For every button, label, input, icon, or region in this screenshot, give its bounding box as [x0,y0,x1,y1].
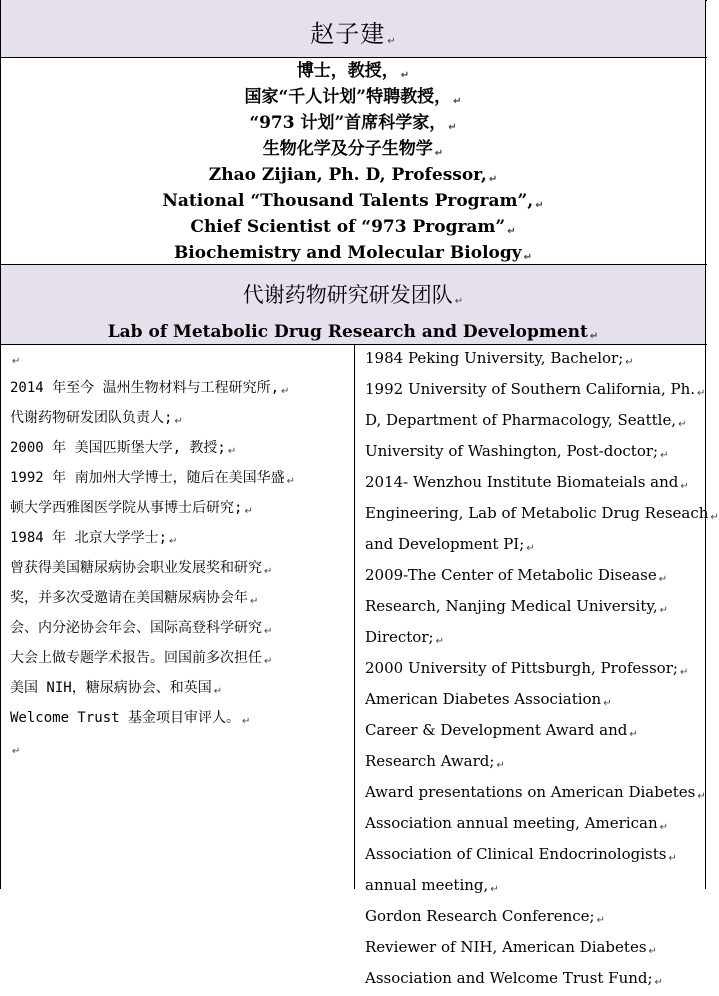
bio-line: Welcome Trust 基金项目审评人。 ↵ [10,710,251,727]
paragraph-mark: ↵ [648,946,657,957]
biography-chinese [10,345,352,765]
title-line: “973 计划”首席科学家， ↵ [249,113,457,133]
title-line: 生物化学及分子生物学 ↵ [262,139,444,159]
paragraph-mark: ↵ [434,148,444,159]
paragraph-mark: ↵ [244,506,253,517]
paragraph-mark: ↵ [496,760,505,771]
bio-line: 会、内分泌协会年会、国际高登科学研究 ↵ [10,620,273,637]
paragraph-mark: ↵ [659,605,668,616]
paragraph-mark: ↵ [448,122,457,133]
paragraph-mark: ↵ [596,915,605,926]
paragraph-mark: ↵ [710,512,719,523]
person-name: 赵子建 [310,20,386,48]
paragraph-mark: ↵ [523,252,533,263]
bio-line: Engineering, Lab of Metabolic Drug Reseach ↵ [365,504,719,523]
paragraph-mark: ↵ [264,656,273,667]
bio-line [10,345,352,375]
bio-line: 曾获得美国糖尿病协会职业发展奖和研究 ↵ [10,560,273,577]
paragraph-mark: ↵ [12,356,21,367]
paragraph-mark: ↵ [654,977,663,988]
bio-line [10,735,352,765]
bio-line: 大会上做专题学术报告。回国前多次担任 ↵ [10,650,273,667]
bio-line: Award presentations on American Diabetes ↵ [365,783,706,802]
bio-line: 顿大学西雅图医学院从事博士后研究; ↵ [10,500,253,517]
bio-line: 2009-The Center of Metabolic Disease ↵ [365,566,668,585]
paragraph-mark: ↵ [697,388,706,399]
bio-line: Association of Clinical Endocrinologists ↵ [365,845,677,864]
paragraph-mark: ↵ [400,70,410,81]
title-line: Biochemistry and Molecular Biology ↵ [173,243,533,263]
paragraph-mark: ↵ [387,36,396,47]
bio-line: Gordon Research Conference; ↵ [365,907,605,926]
paragraph-mark: ↵ [435,636,444,647]
paragraph-mark: ↵ [659,822,669,833]
paragraph-mark: ↵ [660,450,669,461]
bio-line: Association and Welcome Trust Fund; ↵ [365,969,663,988]
bio-line: 2000 年 美国匹斯堡大学, 教授; ↵ [10,440,237,457]
paragraph-mark: ↵ [535,200,544,211]
bio-line: 奖，并多次受邀请在美国糖尿病协会年 ↵ [10,590,259,607]
bio-line: American Diabetes Association ↵ [365,690,612,709]
lab-name-english: Lab of Metabolic Drug Research and Development ↵ [107,322,599,342]
paragraph-mark: ↵ [658,574,668,585]
lab-banner [1,265,705,344]
bio-line: Research, Nanjing Medical University, ↵ [365,597,668,616]
bio-line: 2000 University of Pittsburgh, Professor; ↵ [365,659,689,678]
bio-line: 1992 年 南加州大学博士，随后在美国华盛 ↵ [10,470,295,487]
paragraph-mark: ↵ [526,543,535,554]
title-line: Chief Scientist of “973 Program” ↵ [190,217,516,237]
paragraph-mark: ↵ [264,626,273,637]
paragraph-mark: ↵ [680,481,689,492]
name-banner [1,0,705,57]
bio-line: University of Washington, Post-doctor; ↵ [365,442,669,461]
paragraph-mark: ↵ [174,416,183,427]
title-line: 博士，教授， ↵ [296,61,410,81]
paragraph-mark: ↵ [678,419,687,430]
paragraph-mark: ↵ [281,386,290,397]
bio-line: 2014 年至今 温州生物材料与工程研究所, ↵ [10,380,290,397]
titles-block [1,58,705,264]
paragraph-mark: ↵ [629,729,638,740]
paragraph-mark: ↵ [488,174,498,185]
bio-line: and Development PI; ↵ [365,535,535,554]
paragraph-mark: ↵ [668,853,677,864]
bio-line: 1984 年 北京大学学士; ↵ [10,530,178,547]
paragraph-mark: ↵ [697,791,706,802]
bio-line: Career & Development Award and ↵ [365,721,638,740]
column-divider [354,345,355,889]
bio-line: 1984 Peking University, Bachelor; ↵ [365,349,634,368]
bio-line: 代谢药物研发团队负责人; ↵ [10,410,183,427]
paragraph-mark: ↵ [286,476,295,487]
paragraph-mark: ↵ [454,296,464,307]
paragraph-mark: ↵ [679,667,689,678]
bio-line: D, Department of Pharmacology, Seattle, ↵ [365,411,687,430]
title-line: National “Thousand Talents Program”, ↵ [162,191,544,211]
bio-line: annual meeting, ↵ [365,876,499,895]
paragraph-mark: ↵ [507,226,516,237]
paragraph-mark: ↵ [625,357,634,368]
lab-name-chinese: 代谢药物研究研发团队 ↵ [242,283,464,307]
bio-line: 2014- Wenzhou Institute Biomateials and ↵ [365,473,689,492]
bio-line: Reviewer of NIH, American Diabetes ↵ [365,938,657,957]
bio-line: Association annual meeting, American ↵ [365,814,669,833]
biography-english [365,345,719,996]
bio-line: 美国 NIH，糖尿病协会、和英国 ↵ [10,680,223,697]
bio-line: Director; ↵ [365,628,444,647]
paragraph-mark: ↵ [603,698,612,709]
paragraph-mark: ↵ [250,596,259,607]
paragraph-mark: ↵ [242,716,251,727]
bio-line: 1992 University of Southern California, Ph. ↵ [365,380,706,399]
paragraph-mark: ↵ [490,884,499,895]
paragraph-mark: ↵ [589,331,599,342]
bio-line: Research Award; ↵ [365,752,505,771]
title-line: 国家“千人计划”特聘教授， ↵ [244,87,462,107]
paragraph-mark: ↵ [264,566,273,577]
paragraph-mark: ↵ [213,686,223,697]
paragraph-mark: ↵ [169,536,178,547]
paragraph-mark: ↵ [12,746,21,757]
title-line: Zhao Zijian, Ph. D, Professor, ↵ [208,165,498,185]
paragraph-mark: ↵ [453,96,462,107]
paragraph-mark: ↵ [227,446,237,457]
